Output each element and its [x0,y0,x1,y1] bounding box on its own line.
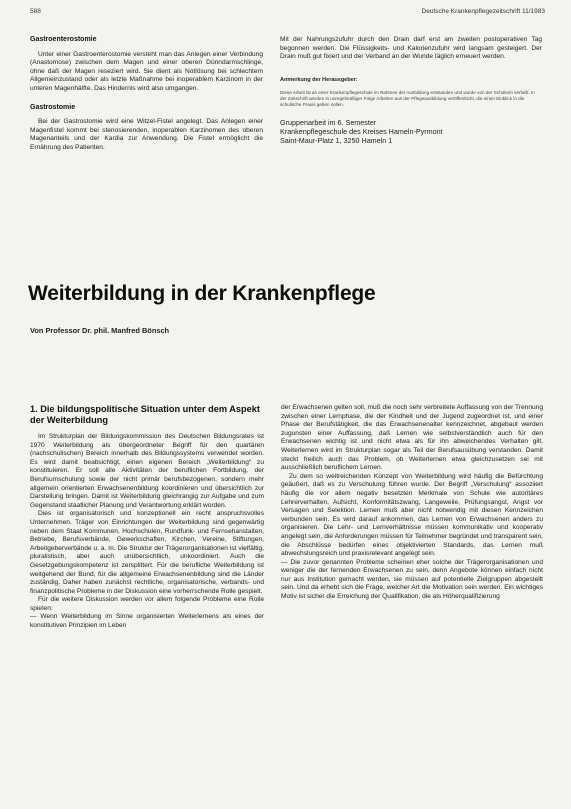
top-right-column [280,36,542,145]
author-address [280,118,542,145]
paragraph: Im Strukturplan der Bildungskommission des Deutschen Bildungsrates ist 1970 Weiterbildung als übergeordneter Begriff für den quartären (nachschulischen) Bereich innerhalb des Bildungssystems verwendet worden. Es wird damit beabsichtigt, einen eigenen Bereich „Weiterbildung“ zu konstituieren. Er soll alle Aktivitäten der beruflichen Fortbildung, der Berufsumschulung sowie der nicht primär berufsbezogenen, sondern mehr allgemein orientierten Erwachsenenbildung koordinieren und übersichtlich zur Darstellung bringen. Damit ist Weiterbildung gleichrangig zur Aufgabe und zum Gegenstand staatlicher Planung und Verantwortung erklärt worden. [30,433,264,509]
paragraph: Dies ist organisatorisch und konzeptionell ein recht anspruchsvolles Unternehmen. Träger von Einrichtungen der Weiterbildung sind gegenwärtig neben dem Staat Kommunen, Hochschulen, Rundfunk- und Fernsehanstalten, Betriebe, Berufsverbände, Gewerkschaften, Kirchen, Vereine, Stiftungen, Arbeitgeberverbände u. a. m. Die Struktur der Trägerorganisationen ist vielfältig, pluralistisch, aber auch unübersichtlich, unkoordiniert. Auch die Gesetzgebungskompetenz ist zersplittert. Für die berufliche Weiterbildung ist weitgehend der Bund, für die allgemeine Erwachsenenbildung sind die Länder zuständig. Daher haben zunächst rechtliche, organisatorische, verbands- und finanzpolitische Probleme in der Diskussion eine vorherrschende Rolle gespielt. [30,510,264,595]
bottom-right-column [281,404,543,602]
heading-gastrostomie: Gastrostomie [30,103,76,111]
paragraph: der Erwachsenen gelten soll, muß die noch sehr verbreitete Auffassung von der Trennung zwischen einer Lernphase, die der Kindheit und der Jugend zugeordnet ist, und einer Phase der Berufstätigkeit, die das Erwachsenenalter kennzeichnet, abgebaut werden zugunsten einer Auffassung, daß Lernen wie selbstverständlich auch für den Erwachsenen wichtig ist und nicht etwa als für ihn abweichendes Verhalten gilt. Weiterlernen wird im Strukturplan sogar als Teil der Berufsausübung verstanden. Damit steckt freilich auch das Problem, ob Weiterlernen etwa gleichzusetzen sei mit ausschließlich beruflichem Lernen. [281,404,543,472]
paragraph: Zu dem so weitreichenden Konzept von Weiterbildung wird häufig die Befürchtung geäußert, daß es zu Verschulung führen wurde. Der Begriff „Verschulung“ assoziiert häufig die vor allem negativ besetzten Merkmale von Schule wie autoritäres Lehrerverhalten, Aufsicht, Konformitätszwang, Langeweile, Prüfungsangst, Angst vor Versagen und Selektion. Lernen muß aber nicht notwendig mit diesen Kennzeichen verbunden sein. Es wird darauf ankommen, das Lernen von Erwachsenen anders zu organisieren. Die Lehr- und Lernverhältnisse müssen kommunikativ und kooperativ angelegt sein, die Anforderungen müssen für Teilnehmer begründet und transparent sein, die Abschlüsse bedürfen eines objektivierten Standards, das Lernen muß abwechslungsreich und praxisrelevant angelegt sein. [281,472,543,558]
article-title: Weiterbildung in der Krankenpflege [28,282,376,305]
paragraph: Bei der Gastrostomie wird eine Witzel-Fistel angelegt. Das Anlegen einer Magenfistel kommt bei stenosierenden, inoperablen Karzinomen des oberen Magenanteils und der Kardia zur Anwendung. Die Fistel ermöglicht die Ernährung des Patienten. [30,118,263,151]
paragraph: Unter einer Gastroenterostomie versteht man das Anlegen einer Verbindung (Anastomose) zwischen dem Magen und einer oberen Dünndarmschlinge, ohne daß der Magen reseziert wird. Sie dient als Notlösung bei schlechtem Allgemeinzustand oder als letzte Maßnahme bei inoperablem Karzinom in der unteren Magenhälfte. Das Hindernis wird also umgangen. [30,50,263,92]
heading-gastroenterostomie: Gastroenterostomie [30,36,97,43]
paragraph: Für die weitere Diskussion werden vor allem folgende Probleme eine Rolle spielen: [30,596,264,612]
section-heading: 1. Die bildungspolitische Situation unter dem Aspekt der Weiterbildung [30,404,260,425]
address-line: Krankenpflegeschule des Kreises Hameln-Pyrmont [280,127,443,137]
editor-note-heading: Anmerkung der Herausgeber: [280,76,358,83]
paragraph: Mit der Nahrungszufuhr durch den Drain darf erst am zweiten postoperativen Tag begonnen werden. Die Flüssigkeits- und Kalorienzufuhr wird langsam gesteigert. Der Drain muß gut fixiert und der Verband an der Wunde täglich erneuert werden. [280,36,542,61]
address-line: Gruppenarbeit im 6. Semester [280,118,377,128]
address-line: Saint-Maur-Platz 1, 3250 Hameln 1 [280,136,393,146]
top-left-column [30,36,263,153]
paragraph: — Die zuvor genannten Probleme scheinen eher solche der Trägerorganisationen und weniger die der fernenden Erwachsenen zu sein, denn Angebote können einfach nicht nur aus Institution gemacht werden, sie müssen auf potentielle Zielgruppen abgestellt sein. Und da erhebt sich die Frage, welcher Art die Motivation sein werden. Ein wichtiges Motiv ist sicher die Erreichung der Qualifikation, die als Höherqualifizierung [281,558,543,601]
article-byline: Von Professor Dr. phil. Manfred Bönsch [30,326,170,335]
journal-header: Deutsche Krankenpflegezeitschrift 11/1983 [421,8,545,15]
bottom-left-column [30,404,264,631]
paragraph: — Wenn Weiterbildung im Sinne organisierten Weiterlernens als eines der konstitutiven Prinzipien im Leben [30,613,264,630]
page-number: 588 [30,8,41,15]
editor-note-text: Diese Arbeit ist an einer Krankenpflegeschule im Rahmen der Ausbildung entstanden und wurde von der Schülerin verfaßt. In der Zeitschrift werden in unregelmäßiger Folge Arbeiten aus der Pflegeausbildung veröffentlicht, die einen Einblick in die schulische Praxis geben sollen. [280,90,535,108]
